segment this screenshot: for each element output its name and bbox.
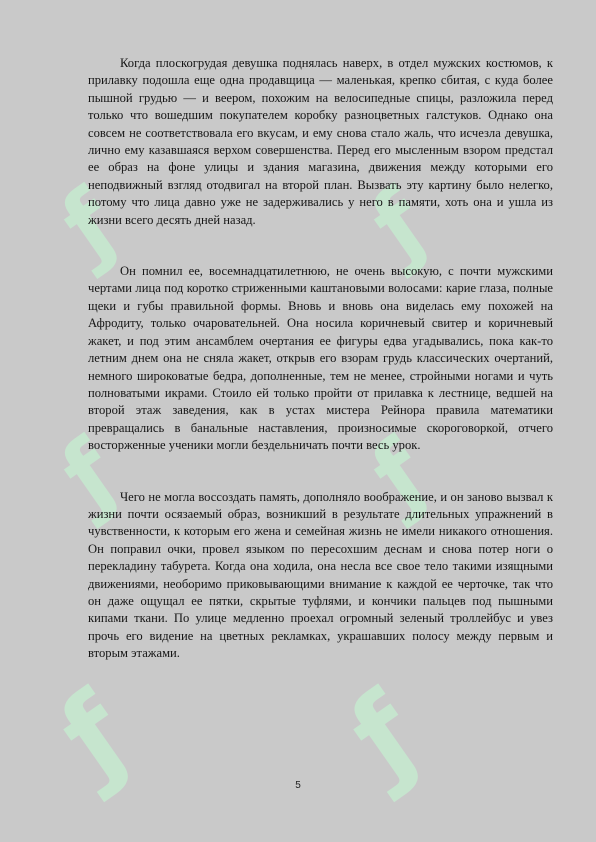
document-body: [88, 55, 553, 663]
page-number: 5: [295, 780, 301, 791]
watermark-glyph: ƒ: [327, 668, 441, 802]
watermark-glyph: ƒ: [353, 170, 446, 279]
paragraph-3: Чего не могла воссоздать память, дополняло воображение, и он заново вызвал к жизни почти осязаемый образ, возникший в результате длительных упражнений в чувственности, к которым его жена и семейная жизнь не имели никакого отношения. Он поправил очки, провел языком по пересохшим деснам и снова потер ноги о перекладину табурета. Когда она ходила, она несла все свое тело такими изящными движениями, необоримо приковывающими внимание к каждой ее черточке, так что он даже ощущал ее пятки, скрытые туфлями, и кончики пальцев под пышными кипами ткани. По улице медленно проехал огромный зеленый троллейбус и увез прочь его видение на цветных рекламках, украшавших полосу между первым и вторым этажами.: [88, 489, 553, 661]
watermark-glyph: ƒ: [37, 668, 151, 802]
paragraph-1: Когда плоскогрудая девушка поднялась наверх, в отдел мужских костюмов, к прилавку подошла еще одна продавщица — маленькая, крепко сбитая, с куда более пышной грудью — и веером, похожим на велосипедные спицы, разложила перед только что вошедшим покупателем коробку разноцветных галстуков. Однако она совсем не соответствовала его вкусам, и ему снова стало жаль, что исчезла девушка, лично ему казавшаяся верхом совершенства. Перед его мысленным взором предстал ее образ на фоне улицы и здания магазина, движения между которыми его неподвижный взгляд отодвигал на второй план. Вызвать эту картину было нелегко, потому что лица давно уже не задерживались у него в памяти, хоть она и ушла из жизни всего десять дней назад.: [88, 56, 553, 227]
paragraph-2: Он помнил ее, восемнадцатилетнюю, не очень высокую, с почти мужскими чертами лица под коротко стриженными каштановыми волосами: карие глаза, полные щеки и губы правильной формы. Вновь и вновь она виделась ему похожей на Афродиту, только очаровательней. Она носила коричневый свитер и коричневый жакет, и под этим ансамблем очертания ее фигуры едва угадывались, пока как-то летним днем она не сняла жакет, открыв его взорам грудь классических очертаний, немного широковатые бедра, дополненные, тем не менее, стройными ногами и чуть полноватыми икрами. Стоило ей только пройти от прилавка к лестнице, ведшей на второй этаж заведения, как в устах мистера Рейнора правила математики превращались в банальные наставления, произносимые скороговоркой, отчего восторженные ученики могли бездельничать почти весь урок.: [88, 264, 553, 453]
watermark-glyph: ƒ: [353, 420, 446, 529]
watermark-glyph: ƒ: [43, 170, 136, 279]
watermark-glyph: ƒ: [43, 420, 136, 529]
